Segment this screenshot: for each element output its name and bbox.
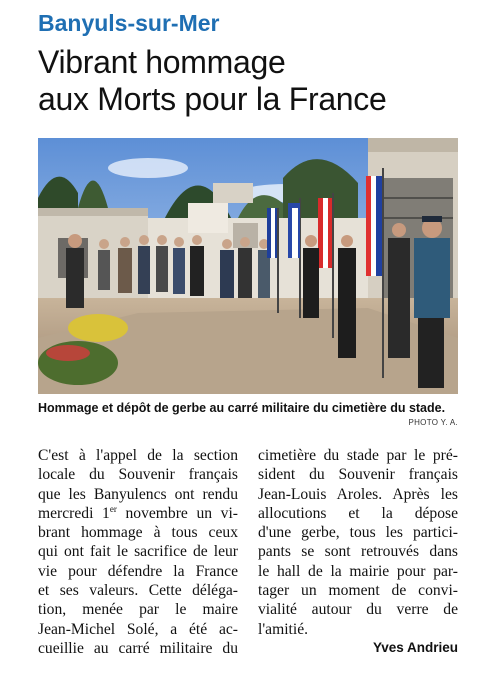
body-line: sident du Souvenir français bbox=[258, 466, 458, 484]
body-column-1 bbox=[38, 446, 238, 658]
body-line: locale du Souvenir français bbox=[38, 466, 238, 484]
body-line: brant hommage à tous ceux bbox=[38, 524, 238, 542]
photo-credit: PHOTO Y. A. bbox=[408, 418, 458, 427]
body-line: Jean-Louis Aroles. Après les bbox=[258, 485, 458, 503]
headline-line-1: Vibrant hommage bbox=[38, 44, 286, 80]
author-byline: Yves Andrieu bbox=[372, 640, 458, 655]
body-line: Jean-Michel Solé, a été ac- bbox=[38, 620, 238, 638]
body-line: C'est à l'appel de la section bbox=[38, 447, 238, 464]
body-line: tager un moment de convi- bbox=[258, 582, 458, 600]
body-line: l'amitié. bbox=[258, 620, 309, 638]
body-line: vialité autour du verre de bbox=[258, 601, 458, 619]
body-line: le hall de la mairie pour par- bbox=[258, 562, 458, 580]
body-line: cimetière du stade par le pré- bbox=[258, 447, 458, 464]
article-headline bbox=[38, 44, 468, 118]
body-line: allocutions et la dépose bbox=[258, 504, 458, 522]
body-line: et ses valeurs. Cette déléga- bbox=[38, 582, 238, 600]
photo-caption: Hommage et dépôt de gerbe au carré militaire du cimetière du stade. bbox=[38, 401, 446, 415]
body-line: d'une gerbe, tous les partici- bbox=[258, 524, 458, 542]
body-line: tion, menée par le maire bbox=[38, 601, 238, 619]
headline-line-2: aux Morts pour la France bbox=[38, 81, 387, 117]
body-line: cueillie au carré militaire du bbox=[38, 639, 238, 657]
body-line bbox=[38, 504, 238, 523]
ordinal-suffix: er bbox=[109, 503, 117, 514]
body-line-start: mercredi 1 bbox=[38, 504, 110, 522]
section-kicker: Banyuls-sur-Mer bbox=[38, 10, 220, 36]
body-line: qui ont fait le sacrifice de leur bbox=[38, 543, 238, 561]
body-line: pants se sont retrouvés dans bbox=[258, 543, 458, 561]
body-line-end: novembre un vi- bbox=[116, 504, 238, 522]
article-photo bbox=[38, 138, 458, 394]
body-line: que les Banyulencs ont rendu bbox=[38, 485, 238, 503]
body-line: vie pour défendre la France bbox=[38, 562, 238, 580]
body-column-2 bbox=[258, 446, 458, 639]
